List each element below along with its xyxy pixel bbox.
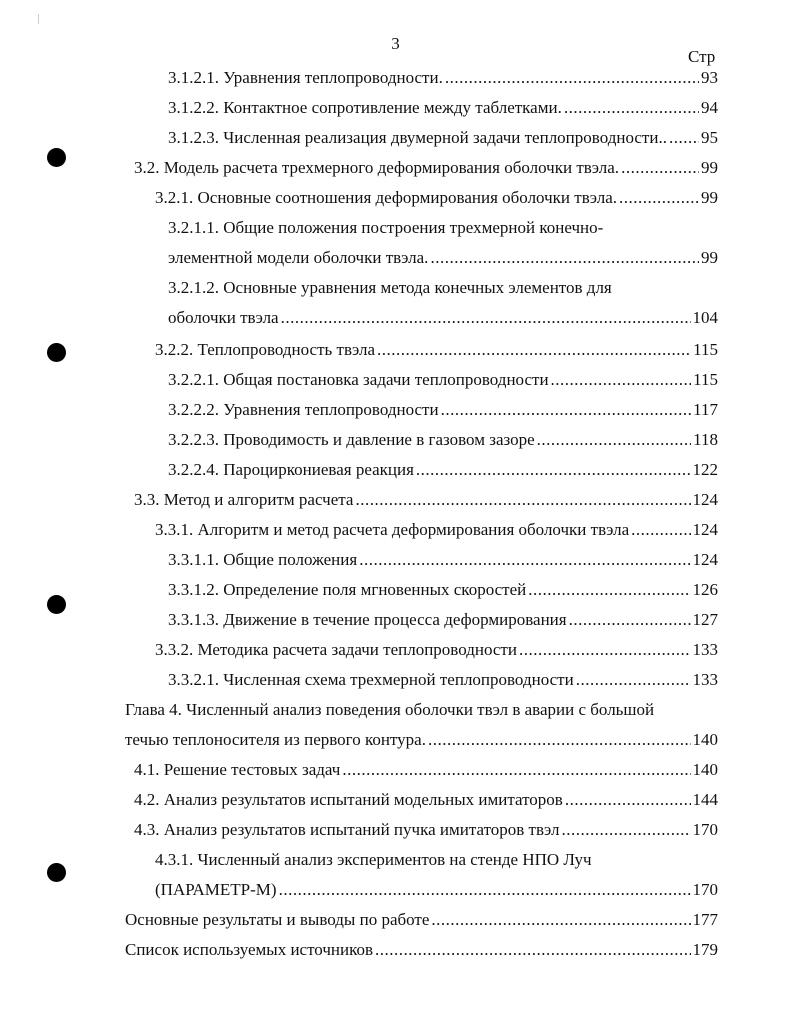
toc-entry-page: 127 — [692, 610, 718, 629]
toc-entry-title[interactable]: 3.2.1.1. Общие положения построения трехмерной конечно- — [168, 218, 604, 237]
toc-leader — [561, 819, 690, 841]
toc-entry[interactable] — [155, 879, 718, 901]
toc-entry-title: 3.3.1.2. Определение поля мгновенных скоростей — [168, 580, 527, 599]
toc-entry[interactable] — [155, 519, 718, 541]
toc-entry[interactable] — [168, 609, 718, 631]
toc-entry[interactable] — [168, 307, 718, 329]
toc-entry[interactable] — [168, 67, 718, 89]
toc-leader — [528, 579, 690, 601]
toc-entry-page: 95 — [701, 128, 718, 147]
binder-hole-icon — [47, 148, 66, 167]
toc-leader — [569, 609, 691, 631]
toc-entry[interactable] — [125, 729, 718, 751]
toc-entry-page: 117 — [693, 400, 718, 419]
toc-entry-title: 3.2.2.1. Общая постановка задачи теплопроводности — [168, 370, 549, 389]
toc-entry[interactable] — [134, 819, 718, 841]
toc-entry[interactable] — [134, 489, 718, 511]
toc-leader — [631, 519, 690, 541]
toc-entry[interactable] — [155, 339, 718, 361]
toc-entry-page: 177 — [692, 910, 718, 929]
toc-entry[interactable] — [125, 909, 718, 931]
toc-entry-page: 170 — [692, 880, 718, 899]
toc-entry[interactable] — [134, 789, 718, 811]
toc-entry[interactable] — [168, 669, 718, 691]
toc-entry[interactable] — [134, 759, 718, 781]
toc-entry[interactable] — [168, 459, 718, 481]
toc-leader — [564, 97, 699, 119]
toc-entry[interactable] — [168, 369, 718, 391]
toc-entry-page: 93 — [701, 68, 718, 87]
toc-entry-title: 3.3.2. Методика расчета задачи теплопроводности — [155, 640, 517, 659]
toc-leader — [565, 789, 691, 811]
toc-entry-page: 140 — [692, 730, 718, 749]
toc-entry[interactable] — [134, 157, 718, 179]
toc-leader — [416, 459, 691, 481]
toc-leader — [430, 247, 699, 269]
toc-entry-title: 3.3.2.1. Численная схема трехмерной теплопроводности — [168, 670, 574, 689]
toc-entry-page: 170 — [692, 820, 718, 839]
toc-entry-title: 3.1.2.1. Уравнения теплопроводности. — [168, 68, 443, 87]
toc-leader — [281, 307, 691, 329]
toc-entry-page: 140 — [692, 760, 718, 779]
toc-entry[interactable] — [168, 97, 718, 119]
toc-entry[interactable] — [125, 939, 718, 961]
toc-entry-page: 99 — [701, 158, 718, 177]
toc-entry-page: 115 — [693, 340, 718, 359]
toc-entry[interactable] — [168, 127, 718, 149]
toc-entry-title[interactable]: 4.3.1. Численный анализ экспериментов на стенде НПО Луч — [155, 850, 592, 869]
toc-entry-title: 3.3.1. Алгоритм и метод расчета деформирования оболочки твэла — [155, 520, 630, 539]
toc-entry-page: 118 — [693, 430, 718, 449]
toc-entry-title: 3.1.2.2. Контактное сопротивление между таблетками. — [168, 98, 562, 117]
toc-entry-page: 99 — [701, 188, 718, 207]
toc-entry-page: 124 — [692, 550, 718, 569]
toc-entry-title: 3.2.2.2. Уравнения теплопроводности — [168, 400, 439, 419]
toc-entry-page: 133 — [692, 640, 718, 659]
toc-entry-title: 3.2.2. Теплопроводность твэла — [155, 340, 376, 359]
toc-entry-page: 124 — [692, 490, 718, 509]
toc-entry-title: 3.2.2.4. Пароциркониевая реакция — [168, 460, 414, 479]
toc-leader — [431, 909, 690, 931]
binder-hole-icon — [47, 863, 66, 882]
toc-entry-title: элементной модели оболочки твэла. — [168, 248, 429, 267]
toc-entry[interactable] — [168, 399, 718, 421]
toc-entry-page: 115 — [693, 370, 718, 389]
toc-leader — [375, 939, 690, 961]
toc-entry-title[interactable]: Глава 4. Численный анализ поведения оболочки твэл в аварии с большой — [125, 700, 655, 719]
toc-entry-title: Список используемых источников — [125, 940, 374, 959]
toc-entry-title: 3.1.2.3. Численная реализация двумерной задачи теплопроводности.. — [168, 128, 667, 147]
toc-leader — [355, 489, 690, 511]
toc-entry[interactable] — [168, 579, 718, 601]
toc-entry-title: 3.3. Метод и алгоритм расчета — [134, 490, 354, 509]
toc-entry-page: 99 — [701, 248, 718, 267]
toc-entry-title[interactable]: 3.2.1.2. Основные уравнения метода конечных элементов для — [168, 278, 612, 297]
toc-entry-page: 124 — [692, 520, 718, 539]
toc-entry-page: 133 — [692, 670, 718, 689]
toc-entry-title: Основные результаты и выводы по работе — [125, 910, 430, 929]
toc-entry-title: течью теплоносителя из первого контура. — [125, 730, 426, 749]
toc-entry-page: 122 — [692, 460, 718, 479]
toc-entry[interactable] — [168, 247, 718, 269]
toc-leader — [519, 639, 691, 661]
toc-entry[interactable] — [168, 549, 718, 571]
binder-hole-icon — [47, 595, 66, 614]
toc-entry[interactable] — [155, 187, 718, 209]
toc-leader — [441, 399, 692, 421]
toc-entry-title: 3.2.1. Основные соотношения деформирования оболочки твэла. — [155, 188, 617, 207]
toc-entry-title: (ПАРАМЕТР-М) — [155, 880, 277, 899]
toc-entry[interactable] — [155, 639, 718, 661]
toc-entry-title: 3.2. Модель расчета трехмерного деформирования оболочки твэла. — [134, 158, 620, 177]
page-number: 3 — [391, 34, 400, 53]
scan-speck — [38, 14, 39, 24]
pages-column-header: Стр — [688, 47, 716, 66]
toc-leader — [279, 879, 691, 901]
toc-leader — [551, 369, 692, 391]
toc-leader — [428, 729, 691, 751]
toc-entry-title: 3.3.1.1. Общие положения — [168, 550, 358, 569]
binder-hole-icon — [47, 343, 66, 362]
toc-leader — [576, 669, 691, 691]
toc-entry-page: 94 — [701, 98, 718, 117]
toc-leader — [537, 429, 691, 451]
toc-entry-title: оболочки твэла — [168, 308, 279, 327]
toc-leader — [342, 759, 690, 781]
toc-entry-title: 4.1. Решение тестовых задач — [134, 760, 341, 779]
toc-entry-title: 3.3.1.3. Движение в течение процесса деформирования — [168, 610, 567, 629]
toc-entry-title: 4.3. Анализ результатов испытаний пучка имитаторов твэл — [134, 820, 560, 839]
toc-leader — [669, 127, 699, 149]
toc-entry-page: 104 — [692, 308, 718, 327]
toc-leader — [621, 157, 699, 179]
toc-entry[interactable] — [168, 429, 718, 451]
toc-leader — [445, 67, 699, 89]
toc-leader — [377, 339, 691, 361]
toc-leader — [619, 187, 699, 209]
toc-entry-page: 144 — [692, 790, 718, 809]
toc-entry-title: 4.2. Анализ результатов испытаний модельных имитаторов — [134, 790, 563, 809]
toc-leader — [359, 549, 690, 571]
toc-entry-title: 3.2.2.3. Проводимость и давление в газовом зазоре — [168, 430, 535, 449]
toc-entry-page: 126 — [692, 580, 718, 599]
toc-entry-page: 179 — [692, 940, 718, 959]
